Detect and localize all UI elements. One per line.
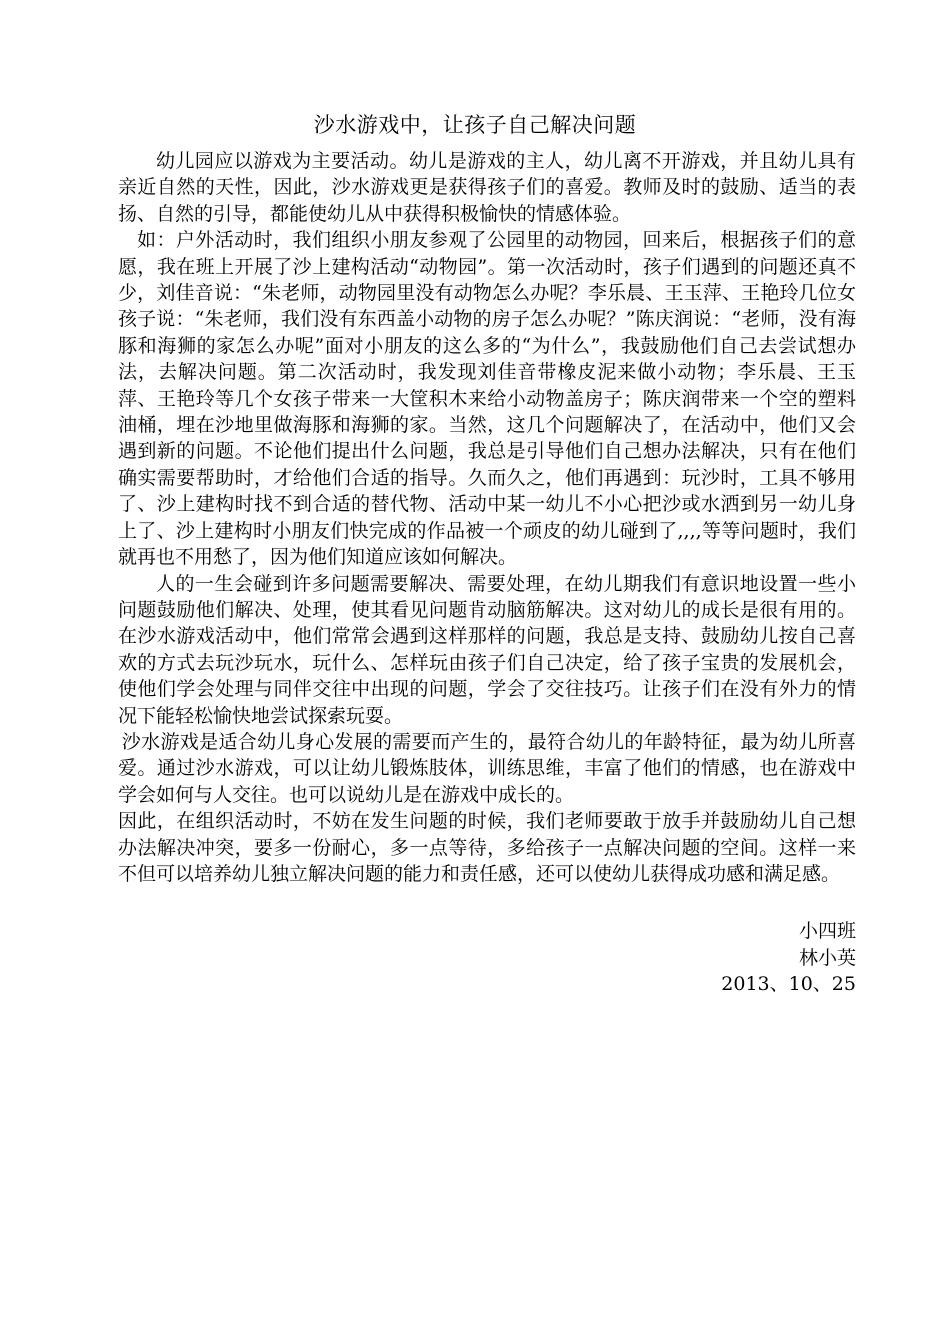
signature-author: 林小英 bbox=[798, 946, 856, 969]
paragraph-conclusion: 因此，在组织活动时，不妨在发生问题的时候，我们老师要敢于放手并鼓励幼儿自己想办法解决冲突，要多一份耐心，多一点等待，多给孩子一点解决问题的空间。这样一来不但可以培养幼儿独立解决问题的能力和责任感，还可以使幼儿获得成功感和满足感。 bbox=[118, 810, 856, 885]
signature-block bbox=[556, 918, 856, 998]
document-body bbox=[118, 148, 856, 887]
document-title: 沙水游戏中，让孩子自己解决问题 bbox=[313, 113, 637, 137]
paragraph-sand-water-game: 沙水游戏是适合幼儿身心发展的需要而产生的，最符合幼儿的年龄特征，最为幼儿所喜爱。通过沙水游戏，可以让幼儿锻炼肢体，训练思维，丰富了他们的情感，也在游戏中学会如何与人交往。也可以说幼儿是在游戏中成长的。 bbox=[118, 730, 856, 806]
paragraph-life-problems: 人的一生会碰到许多问题需要解决、需要处理，在幼儿期我们有意识地设置一些小问题鼓励他们解决、处理，使其看见问题肯动脑筋解决。这对幼儿的成长是很有用的。在沙水游戏活动中，他们常常会遇到这样那样的问题，我总是支持、鼓励幼儿按自己喜欢的方式去玩沙玩水，玩什么、怎样玩由孩子们自己决定，给了孩子宝贵的发展机会，使他们学会处理与同伴交往中出现的问题，学会了交往技巧。让孩子们在没有外力的情况下能轻松愉快地尝试探索玩耍。 bbox=[118, 572, 856, 727]
paragraph-intro: 幼儿园应以游戏为主要活动。幼儿是游戏的主人，幼儿离不开游戏，并且幼儿具有亲近自然的天性，因此，沙水游戏更是获得孩子们的喜爱。教师及时的鼓励、适当的表扬、自然的引导，都能使幼儿从中获得积极愉快的情感体验。 bbox=[118, 150, 856, 225]
paragraph-example: 如：户外活动时，我们组织小朋友参观了公园里的动物园，回来后，根据孩子们的意愿，我在班上开展了沙上建构活动“动物园”。第一次活动时，孩子们遇到的问题还真不少，刘佳音说：“朱老师，动物园里没有动物怎么办呢？李乐晨、王玉萍、王艳玲几位女孩子说：“朱老师，我们没有东西盖小动物的房子怎么办呢？”陈庆润说：“老师，没有海豚和海狮的家怎么办呢”面对小朋友的这么多的“为什么”，我鼓励他们自己去尝试想办法，去解决问题。第二次活动时，我发现刘佳音带橡皮泥来做小动物；李乐晨、王玉萍、王艳玲等几个女孩子带来一大筐积木来给小动物盖房子；陈庆润带来一个空的塑料油桶，埋在沙地里做海豚和海狮的家。当然，这几个问题解决了，在活动中，他们又会遇到新的问题。不论他们提出什么问题，我总是引导他们自己想办法解决，只有在他们确实需要帮助时，才给他们合适的指导。久而久之，他们再遇到：玩沙时，工具不够用了、沙上建构时找不到合适的替代物、活动中某一幼儿不小心把沙或水洒到另一幼儿身上了、沙上建构时小朋友们快完成的作品被一个顽皮的幼儿碰到了,,,,等等问题时，我们就再也不用愁了，因为他们知道应该如何解决。 bbox=[118, 229, 856, 569]
signature-class: 小四班 bbox=[798, 920, 856, 942]
signature-date: 2013、10、25 bbox=[721, 973, 856, 995]
